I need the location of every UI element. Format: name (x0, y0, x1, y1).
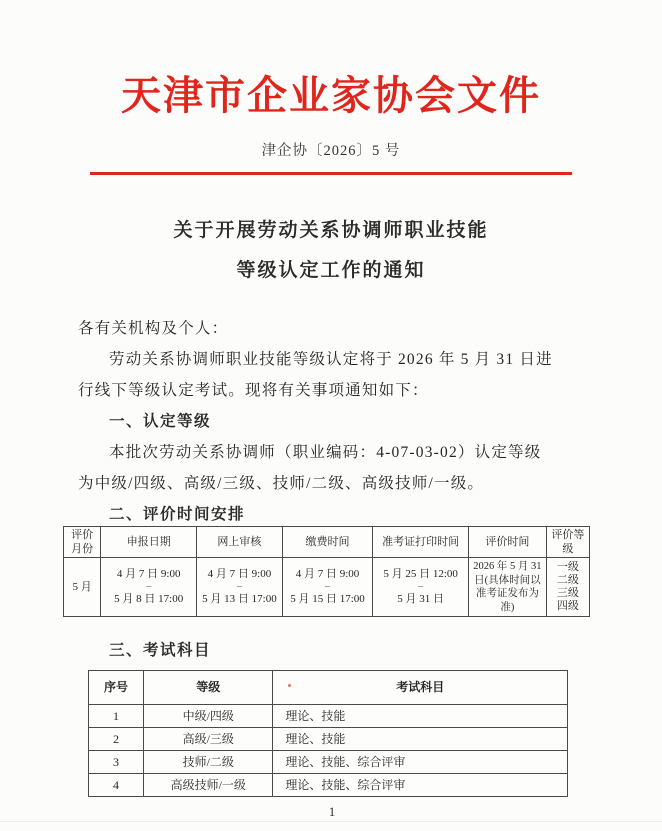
exam-row-level: 高级/三级 (144, 728, 273, 751)
range-separator: – (418, 581, 424, 592)
schedule-header-row (64, 527, 590, 558)
schedule-cell-grades (546, 558, 589, 617)
exam-row-no: 3 (89, 751, 144, 774)
exam-row-no: 2 (89, 728, 144, 751)
schedule-header-eval-time: 评价时间 (468, 527, 546, 558)
document-body (0, 313, 662, 820)
document-title (0, 211, 662, 291)
schedule-header-apply: 申报日期 (101, 527, 197, 558)
schedule-header-ticket: 准考证打印时间 (373, 527, 469, 558)
exam-row-no: 4 (89, 774, 144, 797)
exam-row-subjects: 理论、技能 (273, 728, 568, 751)
schedule-header-payment: 缴费时间 (282, 527, 372, 558)
exam-header-no: 序号 (89, 671, 144, 705)
payment-start: 4 月 7 日 9:00 (295, 568, 360, 580)
exam-row-subjects: 理论、技能、综合评审 (273, 774, 568, 797)
exam-row-subjects: 理论、技能、综合评审 (273, 751, 568, 774)
section3-heading: 三、考试科目 (109, 642, 212, 659)
section1-line2: 为中级/四级、高级/三级、技师/二级、高级技师/一级。 (78, 475, 485, 492)
schedule-cell-review (197, 558, 283, 617)
range-separator: – (146, 581, 152, 592)
grade-4: 四级 (556, 600, 579, 612)
grade-2: 二级 (556, 574, 579, 586)
table-row (89, 705, 568, 728)
table-row (89, 728, 568, 751)
exam-header-subjects: 考试科目 (273, 671, 568, 705)
ticket-start: 5 月 25 日 12:00 (383, 568, 458, 580)
ticket-end: 5 月 31 日 (397, 593, 444, 605)
org-header-title: 天津市企业家协会文件 (121, 73, 541, 118)
exam-subjects-table (88, 670, 568, 797)
schedule-header-month: 评价月份 (64, 527, 101, 558)
salutation: 各有关机构及个人： (78, 320, 229, 337)
schedule-cell-eval-time: 2026 年 5 月 31 日(具体时间以准考证发布为准) (468, 558, 546, 617)
payment-end: 5 月 15 日 17:00 (290, 593, 365, 605)
section1-line1: 本批次劳动关系协调师（职业编码：4-07-03-02）认定等级 (109, 444, 542, 461)
schedule-cell-ticket (373, 558, 469, 617)
apply-start: 4 月 7 日 9:00 (116, 568, 181, 580)
grade-3: 三级 (556, 587, 579, 599)
red-divider-rule (90, 172, 572, 175)
apply-end: 5 月 8 日 17:00 (114, 593, 184, 605)
schedule-cell-apply (101, 558, 197, 617)
exam-row-subjects: 理论、技能 (273, 705, 568, 728)
intro-line1: 劳动关系协调师职业技能等级认定将于 2026 年 5 月 31 日进 (109, 351, 553, 368)
page-number: 1 (328, 805, 336, 819)
section1-paragraph (78, 437, 586, 499)
grade-1: 一级 (556, 561, 579, 573)
exam-row-level: 高级技师/一级 (144, 774, 273, 797)
document-title-line2: 等级认定工作的通知 (236, 260, 426, 281)
schedule-header-grade: 评价等级 (546, 527, 589, 558)
range-separator: – (325, 581, 331, 592)
document-title-line1: 关于开展劳动关系协调师职业技能 (173, 220, 489, 241)
exam-row-level: 技师/二级 (144, 751, 273, 774)
section2-heading: 二、评价时间安排 (109, 506, 246, 523)
schedule-cell-payment (282, 558, 372, 617)
review-end: 5 月 13 日 17:00 (202, 593, 277, 605)
section1-heading: 一、认定等级 (109, 413, 212, 430)
table-row (89, 774, 568, 797)
review-start: 4 月 7 日 9:00 (207, 568, 272, 580)
table-row (89, 751, 568, 774)
exam-row-no: 1 (89, 705, 144, 728)
intro-paragraph (78, 344, 586, 406)
scan-artifact-speckle (288, 684, 291, 687)
range-separator: – (236, 581, 242, 592)
exam-header-level: 等级 (144, 671, 273, 705)
schedule-table (63, 526, 590, 617)
schedule-cell-month: 5 月 (64, 558, 101, 617)
scan-bottom-edge (0, 821, 662, 831)
exam-header-row (89, 671, 568, 705)
intro-line2: 行线下等级认定考试。现将有关事项通知如下： (78, 382, 429, 399)
schedule-header-review: 网上审核 (197, 527, 283, 558)
doc-number: 津企协〔2026〕5 号 (261, 143, 401, 159)
schedule-data-row (64, 558, 590, 617)
exam-row-level: 中级/四级 (144, 705, 273, 728)
